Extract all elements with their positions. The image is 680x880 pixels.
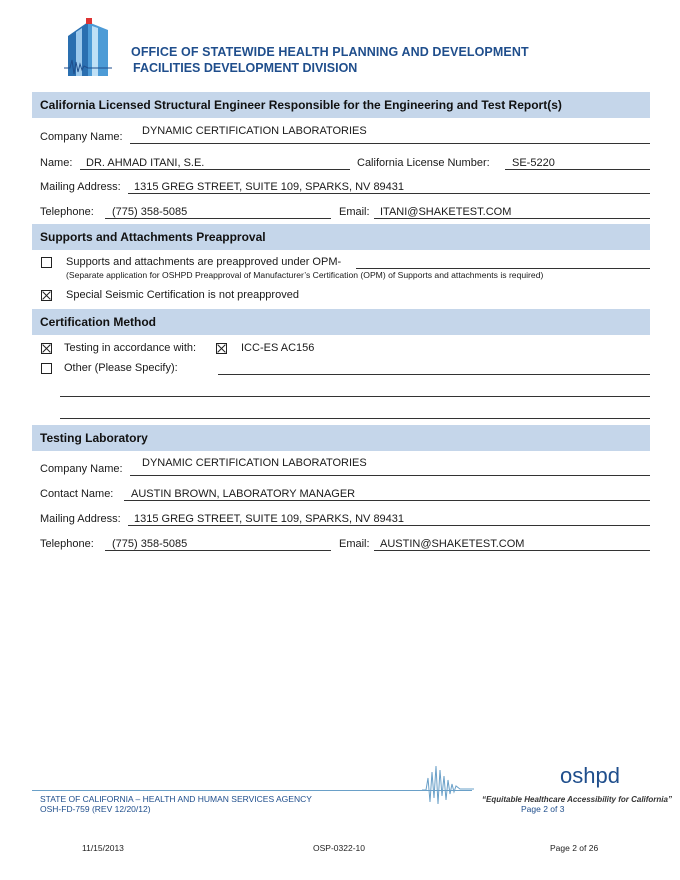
engineer-email-label: Email: xyxy=(339,206,370,218)
icc-label: ICC-ES AC156 xyxy=(241,342,315,354)
engineer-address-label: Mailing Address: xyxy=(40,181,121,193)
lab-phone-value[interactable]: (775) 358-5085 xyxy=(112,538,188,550)
engineer-company-underline xyxy=(130,143,650,144)
footer-doc-id: OSP-0322-10 xyxy=(313,843,365,853)
engineer-license-underline xyxy=(505,169,650,170)
oshpd-building-logo xyxy=(62,18,116,80)
engineer-address-underline xyxy=(128,193,650,194)
lab-email-underline xyxy=(374,550,650,551)
lab-address-label: Mailing Address: xyxy=(40,513,121,525)
footer-form-number: OSH-FD-759 (REV 12/20/12) xyxy=(40,804,151,814)
lab-address-value[interactable]: 1315 GREG STREET, SUITE 109, SPARKS, NV 89431 xyxy=(134,513,405,525)
footer-agency: STATE OF CALIFORNIA – HEALTH AND HUMAN SERVICES AGENCY xyxy=(40,794,312,804)
lab-company-value[interactable]: DYNAMIC CERTIFICATION LABORATORIES xyxy=(142,457,367,469)
engineer-phone-value[interactable]: (775) 358-5085 xyxy=(112,206,188,218)
other-checkbox[interactable] xyxy=(41,363,52,374)
other-label: Other (Please Specify): xyxy=(64,362,178,374)
engineer-phone-label: Telephone: xyxy=(40,206,94,218)
lab-email-label: Email: xyxy=(339,538,370,550)
engineer-name-label: Name: xyxy=(40,157,73,169)
lab-email-value[interactable]: AUSTIN@SHAKETEST.COM xyxy=(380,538,525,550)
icc-checkbox[interactable] xyxy=(216,343,227,354)
opm-checkbox[interactable] xyxy=(41,257,52,268)
opm-number-underline xyxy=(356,268,650,269)
engineer-section-title: California Licensed Structural Engineer Responsible for the Engineering and Test Report(s) xyxy=(32,92,650,118)
engineer-license-label: California License Number: xyxy=(357,157,490,169)
footer-page-outer: Page 2 of 26 xyxy=(550,843,599,853)
footer-date: 11/15/2013 xyxy=(82,843,124,853)
footer-slogan: “Equitable Healthcare Accessibility for California” xyxy=(482,795,672,804)
lab-phone-label: Telephone: xyxy=(40,538,94,550)
engineer-email-underline xyxy=(374,218,650,219)
engineer-name-value[interactable]: DR. AHMAD ITANI, S.E. xyxy=(86,157,205,169)
lab-section-title: Testing Laboratory xyxy=(32,425,650,451)
opm-note: (Separate application for OSHPD Preapproval of Manufacturer’s Certification (OPM) of Supports and attachments is required) xyxy=(66,270,544,280)
lab-contact-value[interactable]: AUSTIN BROWN, LABORATORY MANAGER xyxy=(131,488,356,500)
special-seismic-label: Special Seismic Certification is not preapproved xyxy=(66,289,299,301)
testing-checkbox[interactable] xyxy=(41,343,52,354)
seismic-wave-icon xyxy=(422,758,474,808)
certification-section-title: Certification Method xyxy=(32,309,650,335)
testing-label: Testing in accordance with: xyxy=(64,342,197,354)
engineer-company-value[interactable]: DYNAMIC CERTIFICATION LABORATORIES xyxy=(142,125,367,137)
engineer-phone-underline xyxy=(105,218,331,219)
opm-label: Supports and attachments are preapproved under OPM- xyxy=(66,256,342,268)
lab-contact-underline xyxy=(124,500,650,501)
oshpd-logo-text: oshpd xyxy=(560,763,620,788)
special-seismic-checkbox[interactable] xyxy=(41,290,52,301)
engineer-license-value[interactable]: SE-5220 xyxy=(512,157,555,169)
lab-company-underline xyxy=(130,475,650,476)
engineer-address-value[interactable]: 1315 GREG STREET, SUITE 109, SPARKS, NV 89431 xyxy=(134,181,405,193)
engineer-email-value[interactable]: ITANI@SHAKETEST.COM xyxy=(380,206,512,218)
other-line-2[interactable] xyxy=(60,396,650,397)
other-line-1[interactable] xyxy=(218,374,650,375)
lab-contact-label: Contact Name: xyxy=(40,488,114,500)
engineer-company-label: Company Name: xyxy=(40,131,123,143)
engineer-name-underline xyxy=(80,169,350,170)
oshpd-logo xyxy=(560,762,638,788)
lab-company-label: Company Name: xyxy=(40,463,123,475)
other-line-3[interactable] xyxy=(60,418,650,419)
supports-section-title: Supports and Attachments Preapproval xyxy=(32,224,650,250)
lab-phone-underline xyxy=(105,550,331,551)
footer-rule xyxy=(32,790,472,791)
footer-page-inner: Page 2 of 3 xyxy=(521,804,565,814)
header-subtitle: FACILITIES DEVELOPMENT DIVISION xyxy=(133,61,358,75)
lab-address-underline xyxy=(128,525,650,526)
header-title: OFFICE OF STATEWIDE HEALTH PLANNING AND DEVELOPMENT xyxy=(131,45,529,59)
